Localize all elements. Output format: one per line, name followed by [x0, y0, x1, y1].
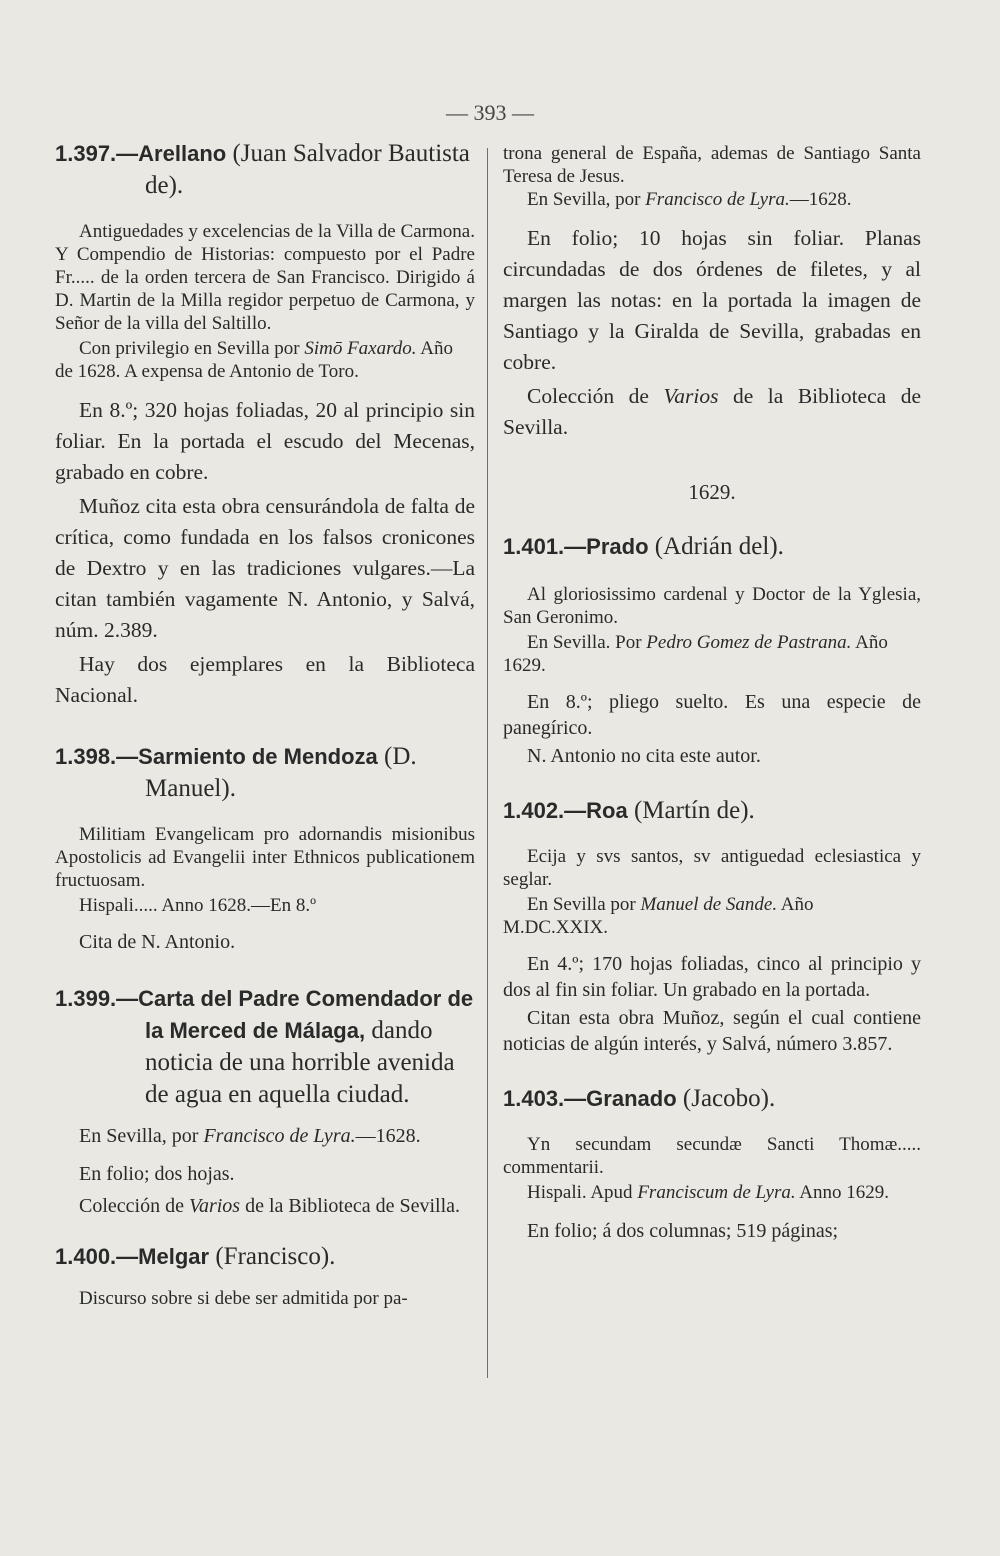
author-surname: Prado	[586, 534, 649, 559]
entry-number: 1.400.	[55, 1244, 117, 1269]
entry-1400-imprint	[503, 188, 921, 211]
entry-1403-description: En folio; á dos columnas; 519 páginas;	[527, 1220, 839, 1242]
author-surname: Arellano	[138, 141, 227, 166]
entry-title-rest: dando noticia de una horrible avenida de agua en aquella ciudad.	[145, 1017, 455, 1108]
entry-1403-heading	[503, 1083, 921, 1115]
entry-1402-heading	[503, 795, 921, 827]
entry-1400-description: En folio; 10 hojas sin foliar. Planas circundadas de dos órdenes de filetes, y al margen las notas: en la portada la imagen de Santiago y la Giralda de Sevilla, grabadas en cobre.	[503, 226, 921, 374]
printer-name: Francisco de Lyra.	[645, 189, 790, 210]
entry-1398-note: Cita de N. Antonio.	[79, 931, 236, 953]
entry-1397-heading	[55, 138, 475, 202]
imprint-text: Hispali. Apud	[527, 1182, 638, 1203]
page-number: — 393 —	[446, 100, 534, 125]
collection-name: Varios	[188, 1195, 241, 1217]
imprint-text: En Sevilla, por	[527, 189, 646, 210]
note-text-end: de la Biblioteca de Sevilla.	[240, 1195, 461, 1217]
entry-dash: —	[564, 534, 587, 559]
collection-name: Varios	[663, 384, 719, 408]
author-rest: (Martín de).	[627, 797, 755, 824]
author-rest: (Adrián del).	[648, 533, 784, 560]
printer-name: Pedro Gomez de Pastrana.	[646, 632, 852, 653]
imprint-text: En Sevilla. Por	[527, 632, 647, 653]
imprint-date: Año M.DC.XXIX.	[503, 894, 814, 938]
entry-1399-description: En folio; dos hojas.	[79, 1163, 235, 1185]
author-surname: Melgar	[138, 1244, 210, 1269]
entry-1402-note: Citan esta obra Muñoz, según el cual contiene noticias de algún interés, y Salvá, número 3.857.	[503, 1007, 921, 1055]
entry-1400-heading	[55, 1241, 475, 1273]
entry-1401-heading	[503, 531, 921, 563]
entry-1399-imprint	[55, 1123, 475, 1149]
entry-number: 1.403.	[503, 1086, 565, 1111]
printer-name: Francisco de Lyra.	[203, 1125, 356, 1147]
entry-number: 1.397.	[55, 141, 117, 166]
entry-number: 1.398.	[55, 744, 117, 769]
year-heading: 1629.	[688, 480, 736, 504]
note-text-end: de la Biblioteca de Sevilla.	[503, 384, 921, 439]
imprint-date: Anno 1629.	[795, 1182, 890, 1203]
entry-number: 1.399.	[55, 986, 117, 1011]
entry-dash: —	[564, 1086, 587, 1111]
entry-1398-heading	[55, 741, 475, 805]
entry-1397-note: Muñoz cita esta obra censurándola de falta de crítica, como fundada en los falsos cronicones de Dextro y en las tradiciones vulgares.—La citan también vagamente N. Antonio, y Salvá, núm. 2.389.	[55, 494, 475, 642]
entry-1401-imprint	[503, 631, 921, 677]
imprint-text: En Sevilla por	[527, 894, 641, 915]
imprint-date: —1628.	[789, 189, 852, 210]
entry-1397-note-2: Hay dos ejemplares en la Biblioteca Nacional.	[55, 652, 475, 707]
entry-1400-title: Discurso sobre si debe ser admitida por pa-	[79, 1288, 408, 1309]
author-rest: (Juan Salvador Bautista de).	[145, 140, 470, 199]
entry-dash: —	[116, 1244, 139, 1269]
entry-1402-title: Ecija y svs santos, sv antiguedad eclesiastica y seglar.	[503, 846, 921, 890]
entry-1398-imprint: Hispali..... Anno 1628.—En 8.º	[79, 895, 317, 916]
entry-title-bold: Carta del Padre Comendador de la Merced de Málaga,	[138, 986, 474, 1043]
imprint-date: Año de 1628. A expensa de Antonio de Toro.	[55, 338, 453, 382]
entry-1401-description: En 8.º; pliego suelto. Es una especie de panegírico.	[503, 691, 921, 739]
entry-dash: —	[116, 141, 139, 166]
entry-number: 1.402.	[503, 798, 565, 823]
entry-dash: —	[116, 986, 139, 1011]
note-text: Colección de	[79, 1195, 189, 1217]
author-surname: Granado	[586, 1086, 677, 1111]
entry-1403-title: Yn secundam secundæ Sancti Thomæ..... commentarii.	[503, 1134, 921, 1178]
entry-1400-continuation: trona general de España, ademas de Santiago Santa Teresa de Jesus.	[503, 143, 921, 187]
imprint-text: Con privilegio en Sevilla por	[79, 338, 305, 359]
author-surname: Roa	[586, 798, 628, 823]
printer-name: Simō Faxardo.	[304, 338, 417, 359]
entry-1398-title: Militiam Evangelicam pro adornandis misionibus Apostolicis ad Evangelii inter Ethnicos publicationem fructuosam.	[55, 824, 475, 891]
author-rest: (Francisco).	[209, 1243, 336, 1270]
imprint-date: Año 1629.	[503, 632, 888, 676]
imprint-text: En Sevilla, por	[79, 1125, 204, 1147]
right-column	[503, 138, 921, 1244]
entry-1402-description: En 4.º; 170 hojas foliadas, cinco al principio y dos al fin sin foliar. Un grabado en la portada.	[503, 953, 921, 1001]
printer-name: Manuel de Sande.	[640, 894, 778, 915]
entry-1401-title: Al gloriosissimo cardenal y Doctor de la Yglesia, San Geronimo.	[503, 584, 921, 628]
entry-dash: —	[564, 798, 587, 823]
left-column	[55, 138, 475, 1310]
author-rest: (Jacobo).	[676, 1085, 776, 1112]
entry-1402-imprint	[503, 893, 921, 939]
note-text: Colección de	[527, 384, 664, 408]
printer-name: Franciscum de Lyra.	[637, 1182, 796, 1203]
author-surname: Sarmiento de Mendoza	[138, 744, 378, 769]
entry-1397-imprint	[55, 337, 475, 383]
author-rest: (D. Manuel).	[145, 743, 417, 802]
entry-1397-title: Antiguedades y excelencias de la Villa de Carmona. Y Compendio de Historias: compuesto por el Padre Fr..... de la orden tercera de San Francisco. Dirigido á D. Martin de la Milla regidor perpetuo de Carmona, y Señor de la villa del Saltillo.	[55, 221, 475, 334]
imprint-date: —1628.	[355, 1125, 421, 1147]
entry-1400-note	[503, 381, 921, 443]
entry-1401-note: N. Antonio no cita este autor.	[527, 745, 761, 767]
entry-1399-note	[55, 1193, 475, 1219]
entry-number: 1.401.	[503, 534, 565, 559]
entry-1399-heading	[55, 983, 475, 1111]
entry-1403-imprint	[503, 1181, 921, 1204]
entry-1397-description: En 8.º; 320 hojas foliadas, 20 al principio sin foliar. En la portada el escudo del Mecenas, grabado en cobre.	[55, 398, 475, 484]
column-divider	[487, 148, 488, 1378]
entry-dash: —	[116, 744, 139, 769]
